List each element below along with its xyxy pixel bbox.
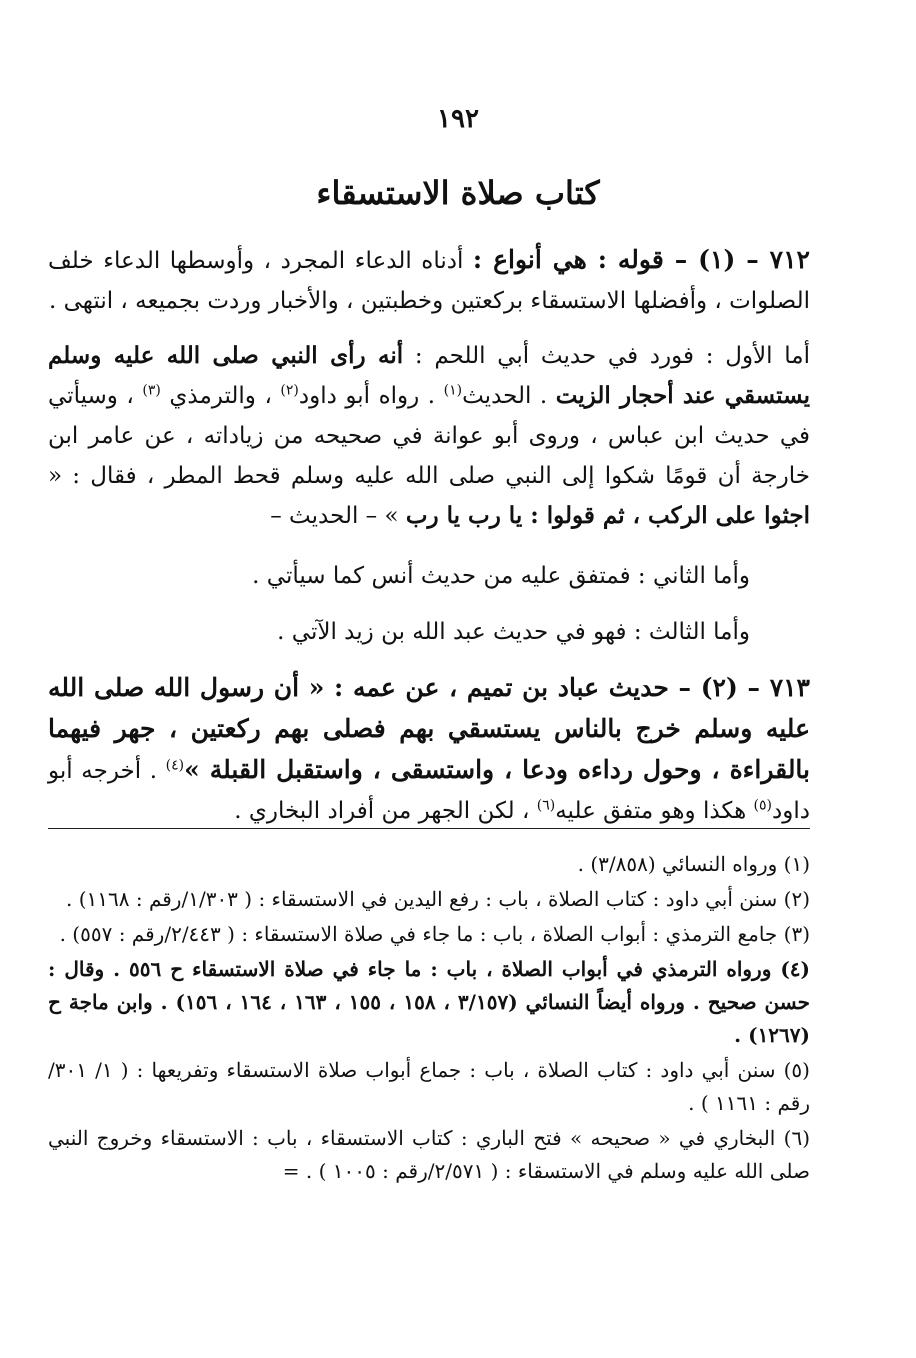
first-type-hadith-2: اجثوا على الركب ، ثم قولوا : يا رب يا رب — [405, 502, 810, 529]
first-type-text3: ، والترمذي — [160, 383, 281, 409]
paragraph-third-type: وأما الثالث : فهو في حديث عبد الله بن زيد الآتي . — [277, 619, 750, 645]
footnote-separator — [48, 828, 810, 829]
footnote-ref-2: (٢) — [280, 382, 299, 399]
first-type-text4: ، وسيأتي في حديث ابن عباس ، وروى أبو عوانة في صحيحه من زياداته ، عن عامر ابن خارجة أن قومًا شكوا إلى النبي صلى الله عليه وسلم قحط المطر ، فقال : « — [48, 383, 810, 489]
paragraph-712 — [48, 240, 810, 321]
footnote-5: (٥) سنن أبي داود : كتاب الصلاة ، باب : جماع أبواب صلاة الاستسقاء وتفريعها : ( ١/ ٣٠١/رقم : ١١٦١ ) . — [48, 1058, 810, 1115]
footnotes — [48, 848, 810, 1190]
page-number: ١٩٢ — [437, 104, 479, 134]
first-type-hadith: أنه رأى النبي صلى الله عليه وسلم يستسقي عند أحجار الزيت — [48, 342, 810, 409]
first-type-text2: . رواه أبو داود — [298, 383, 444, 409]
first-type-end: » – الحديث – — [270, 503, 406, 529]
footnote-6: (٦) البخاري في « صحيحه » فتح الباري : كتاب الاستسقاء ، باب : الاستسقاء وخروج النبي صلى الله عليه وسلم في الاستسقاء : ( ٢/٥٧١/رقم : ١٠٠٥ ) . = — [48, 1126, 810, 1183]
paragraph-713-hadith: ٧١٣ – (٢) – حديث عباد بن تميم ، عن عمه : « أن رسول الله صلى الله عليه وسلم خرج بالناس يستسقي بهم فصلى بهم ركعتين ، جهر فيهما بالقراءة ، وحول رداءه ودعا ، واستسقى ، واستقبل القبلة » — [48, 673, 811, 784]
paragraph-713-text2: هكذا وهو متفق عليه — [555, 798, 754, 824]
footnote-4: (٤) ورواه الترمذي في أبواب الصلاة ، باب : ما جاء في صلاة الاستسقاء ح ٥٥٦ . وقال : حسن صحيح . ورواه أيضاً النسائي (٣/١٥٧ ، ١٥٨ ، ١٥٥ ، ١٦٣ ، ١٦٤ ، ١٥٦) . وابن ماجة ح (١٢٦٧) . — [48, 957, 810, 1047]
paragraph-second-type: وأما الثاني : فمتفق عليه من حديث أنس كما سيأتي . — [252, 563, 750, 589]
footnote-ref-3: (٣) — [142, 382, 161, 399]
paragraph-712-lead: ٧١٢ – (١) – قوله : هي أنواع : — [472, 245, 810, 274]
footnote-ref-5: (٥) — [753, 797, 773, 814]
paragraph-713 — [48, 668, 810, 831]
first-type-after: . الحديث — [462, 383, 556, 409]
chapter-title: كتاب صلاة الاستسقاء — [316, 174, 600, 212]
footnote-ref-1: (١) — [443, 382, 463, 399]
footnote-1: (١) ورواه النسائي (٣/٨٥٨) . — [577, 852, 810, 876]
paragraph-first-type — [48, 336, 810, 536]
paragraph-713-text3: ، لكن الجهر من أفراد البخاري . — [234, 798, 537, 824]
footnote-ref-6: (٦) — [536, 797, 556, 814]
first-type-intro: أما الأول : فورد في حديث أبي اللحم : — [403, 343, 810, 369]
footnote-2: (٢) سنن أبي داود : كتاب الصلاة ، باب : رفع اليدين في الاستسقاء : ( ١/٣٠٣/رقم : ١١٦٨) . — [65, 887, 810, 911]
paragraph-712-text: أدناه الدعاء المجرد ، وأوسطها الدعاء خلف الصلوات ، وأفضلها الاستسقاء بركعتين وخطبتين ، والأخبار وردت بجميعه ، انتهى . — [48, 248, 810, 314]
footnote-ref-4: (٤) — [165, 757, 185, 774]
footnote-3: (٣) جامع الترمذي : أبواب الصلاة ، باب : ما جاء في صلاة الاستسقاء : ( ٢/٤٤٣/رقم : ٥٥٧) . — [59, 922, 810, 946]
paragraph-713-text1: . أخرجه أبو داود — [48, 758, 810, 824]
